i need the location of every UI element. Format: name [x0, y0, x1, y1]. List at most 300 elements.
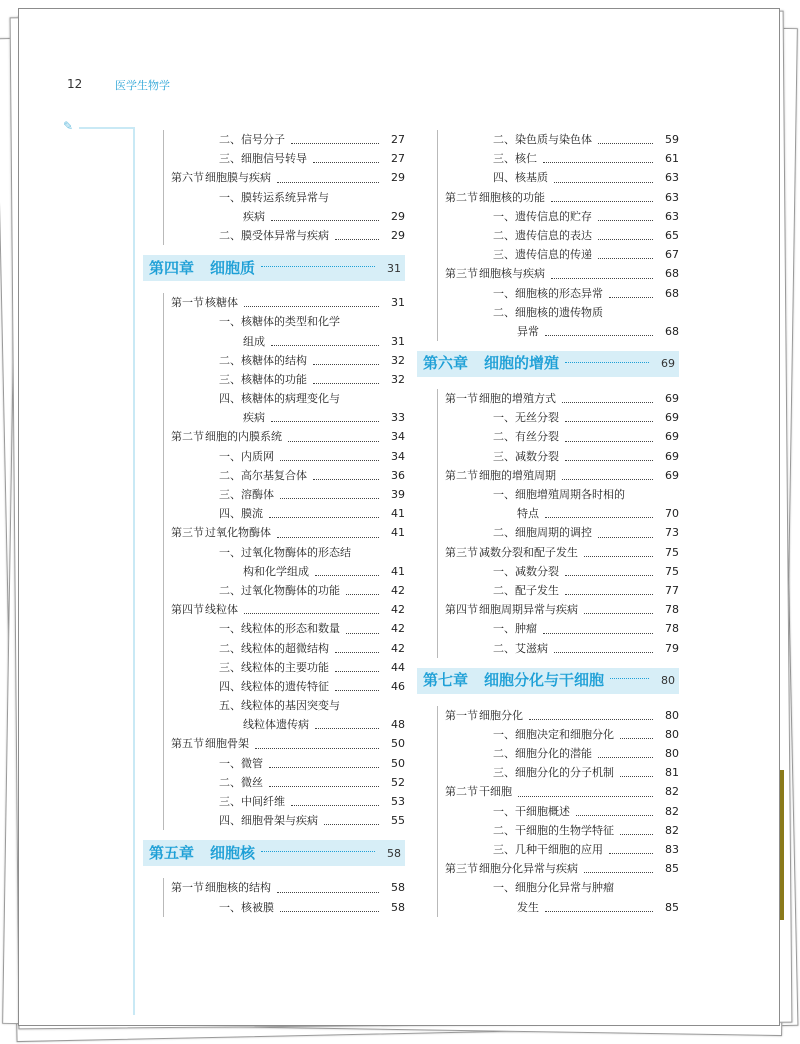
page-ref: 31	[391, 334, 405, 348]
entry-text-group	[493, 562, 679, 581]
toc-entry[interactable]	[143, 773, 405, 792]
entry-title: 二、线粒体的超微结构	[219, 641, 329, 655]
toc-entry[interactable]	[143, 370, 405, 389]
dot-leader	[335, 226, 379, 240]
entry-title: 四、线粒体的遗传特征	[219, 679, 329, 693]
page-ref: 81	[665, 766, 679, 780]
page-ref: 39	[391, 488, 405, 501]
dot-leader	[288, 427, 379, 441]
page-ref: 80	[665, 727, 679, 741]
toc-entry[interactable]	[417, 639, 679, 658]
section-indent-bar	[163, 878, 164, 917]
entry-text-group	[219, 792, 405, 811]
entry-text-group	[493, 427, 679, 446]
entry-text-group	[219, 773, 405, 792]
page-number: 12	[67, 77, 83, 91]
chapter-heading[interactable]	[417, 668, 679, 694]
page-ref: 32	[391, 372, 405, 386]
toc-entry[interactable]	[143, 792, 405, 811]
dot-leader	[261, 266, 375, 267]
toc-section-entry[interactable]	[143, 427, 405, 446]
entry-text-group	[205, 734, 405, 753]
entry-title: 三、线粒体的主要功能	[219, 660, 329, 674]
chapter-title: 细胞分化与干细胞	[484, 671, 605, 690]
entry-title: 细胞的内膜系统	[205, 430, 282, 444]
entry-text-group	[479, 543, 679, 562]
entry-text-group	[517, 898, 679, 917]
page-ref: 29	[391, 171, 405, 185]
entry-title: 细胞分化异常与疾病	[479, 862, 578, 876]
toc-entry[interactable]	[417, 523, 679, 542]
toc-entry[interactable]	[417, 427, 679, 446]
toc-page	[18, 8, 780, 1026]
section-number: 第三节	[171, 526, 204, 540]
entry-text-group	[493, 245, 679, 264]
page-ref: 29	[391, 209, 405, 223]
toc-section-entry[interactable]	[417, 264, 679, 283]
toc-entry[interactable]	[143, 447, 405, 466]
page-ref: 50	[391, 737, 405, 751]
toc-entry[interactable]	[417, 581, 679, 600]
toc-entry[interactable]	[143, 639, 405, 658]
toc-entry[interactable]	[143, 619, 405, 638]
entry-title: 线粒体	[205, 603, 238, 617]
page-ref: 42	[391, 641, 405, 655]
entry-text-group	[493, 130, 679, 149]
entry-title: 过氧化物酶体	[205, 526, 271, 540]
toc-right-column	[417, 130, 679, 917]
dot-leader	[545, 504, 653, 518]
dot-leader	[313, 466, 379, 480]
page-ref: 58	[387, 846, 401, 860]
entry-title: 细胞核与疾病	[479, 267, 545, 281]
section-indent-bar	[437, 389, 438, 658]
dot-leader	[620, 725, 653, 739]
dot-leader	[598, 523, 653, 537]
page-ref: 41	[391, 507, 405, 521]
dot-leader	[271, 408, 379, 422]
page-ref: 34	[391, 449, 405, 463]
toc-entry[interactable]	[417, 226, 679, 245]
dot-leader	[562, 466, 653, 480]
entry-text-group	[493, 207, 679, 226]
entry-title: 三、遗传信息的传递	[493, 248, 592, 262]
section-number: 第一节	[171, 296, 204, 310]
entry-text-group	[517, 504, 679, 523]
toc-entry[interactable]	[143, 696, 405, 715]
toc-entry[interactable]	[417, 485, 679, 504]
entry-text-group	[219, 639, 405, 658]
page-ref: 73	[665, 526, 679, 540]
entry-title: 三、核仁	[493, 152, 537, 166]
toc-entry[interactable]	[417, 408, 679, 427]
entry-title: 一、内质网	[219, 449, 274, 463]
dot-leader	[565, 562, 653, 576]
page-ref: 33	[391, 411, 405, 425]
page-ref: 80	[661, 674, 675, 688]
entry-text-group	[493, 639, 679, 658]
dot-leader	[620, 821, 653, 835]
toc-entry[interactable]	[417, 447, 679, 466]
entry-text-group	[205, 523, 405, 542]
entry-text-group	[479, 466, 679, 485]
toc-entry[interactable]	[417, 207, 679, 226]
page-ref: 82	[665, 785, 679, 799]
chapter-number: 第四章	[149, 258, 195, 277]
entry-title: 二、干细胞的生物学特征	[493, 823, 614, 837]
entry-text-group	[493, 840, 679, 859]
toc-entry[interactable]	[417, 898, 679, 917]
page-ref: 68	[665, 267, 679, 281]
entry-text-group	[219, 696, 405, 715]
entry-title: 组成	[243, 334, 265, 348]
page-ref: 50	[391, 756, 405, 770]
dot-leader	[598, 226, 653, 240]
entry-text-group	[479, 389, 679, 408]
dot-leader	[562, 389, 653, 403]
entry-title: 二、遗传信息的表达	[493, 228, 592, 242]
dot-leader	[277, 168, 379, 182]
section-number: 第六节	[171, 171, 204, 185]
entry-title: 四、核糖体的病理变化与	[219, 392, 340, 406]
dot-leader	[565, 408, 653, 422]
chapter-number: 第五章	[149, 843, 195, 862]
toc-entry[interactable]	[143, 408, 405, 427]
page-ref: 78	[665, 603, 679, 617]
dot-leader	[261, 851, 375, 852]
entry-title: 核糖体	[205, 296, 238, 310]
entry-title: 一、细胞决定和细胞分化	[493, 727, 614, 741]
toc-section-entry[interactable]	[417, 859, 679, 878]
toc-entry[interactable]	[143, 754, 405, 773]
entry-title: 二、艾滋病	[493, 641, 548, 655]
entry-title: 四、膜流	[219, 507, 263, 521]
toc-left-column	[143, 130, 405, 917]
toc-section-entry[interactable]	[143, 523, 405, 542]
toc-entry[interactable]	[417, 562, 679, 581]
dot-leader	[565, 362, 649, 363]
section-number: 第一节	[171, 881, 204, 895]
entry-title: 二、微丝	[219, 775, 263, 789]
chapter-heading[interactable]	[143, 255, 405, 281]
page-ref: 82	[665, 804, 679, 818]
entry-text-group	[219, 312, 405, 331]
section-number: 第一节	[445, 708, 478, 722]
dot-leader	[291, 792, 379, 806]
entry-text-group	[479, 188, 679, 207]
page-ref: 80	[665, 708, 679, 722]
entry-text-group	[219, 504, 405, 523]
page-ref: 53	[391, 795, 405, 808]
toc-section-entry[interactable]	[417, 782, 679, 801]
entry-title: 一、膜转运系统异常与	[219, 190, 329, 204]
dot-leader	[543, 149, 653, 163]
toc-entry[interactable]	[143, 389, 405, 408]
section-indent-bar	[437, 130, 438, 341]
page-ref: 69	[665, 449, 679, 463]
page-ref: 42	[391, 583, 405, 597]
section-number: 第二节	[445, 190, 478, 204]
page-ref: 85	[665, 900, 679, 914]
dot-leader	[244, 293, 379, 307]
entry-text-group	[219, 188, 405, 207]
entry-text-group	[493, 763, 679, 782]
entry-text-group	[219, 898, 405, 917]
entry-text-group	[493, 821, 679, 840]
page-ref: 63	[665, 209, 679, 223]
dot-leader	[598, 744, 653, 758]
toc-section-entry[interactable]	[417, 188, 679, 207]
entry-title: 细胞核的功能	[479, 190, 545, 204]
entry-title: 细胞的增殖周期	[479, 468, 556, 482]
dot-leader	[576, 802, 653, 816]
entry-text-group	[493, 619, 679, 638]
chapter-heading[interactable]	[417, 351, 679, 377]
toc-entry[interactable]	[417, 840, 679, 859]
dot-leader	[551, 188, 653, 202]
page-ref: 55	[391, 814, 405, 828]
dot-leader	[565, 581, 653, 595]
entry-text-group	[219, 389, 405, 408]
entry-text-group	[493, 725, 679, 744]
entry-title: 一、细胞核的形态异常	[493, 286, 603, 300]
entry-title: 三、细胞信号转导	[219, 152, 307, 166]
page-ref: 69	[665, 392, 679, 406]
chapter-title: 细胞的增殖	[484, 354, 560, 373]
page-ref: 69	[665, 468, 679, 482]
entry-text-group	[205, 600, 405, 619]
dot-leader	[565, 427, 653, 441]
entry-text-group	[205, 878, 405, 897]
page-ref: 69	[665, 411, 679, 425]
dot-leader	[545, 322, 653, 336]
toc-entry[interactable]	[417, 149, 679, 168]
section-number: 第三节	[445, 862, 478, 876]
toc-entry[interactable]	[417, 303, 679, 322]
toc-entry[interactable]	[143, 351, 405, 370]
entry-text-group	[493, 149, 679, 168]
entry-title: 二、核糖体的结构	[219, 353, 307, 367]
toc-entry[interactable]	[143, 149, 405, 168]
dot-leader	[584, 859, 653, 873]
toc-section-entry[interactable]	[417, 600, 679, 619]
entry-title: 一、线粒体的形态和数量	[219, 622, 340, 636]
toc-section-entry[interactable]	[143, 600, 405, 619]
chapter-title: 细胞核	[210, 843, 256, 862]
entry-text-group	[219, 677, 405, 696]
toc-entry[interactable]	[143, 130, 405, 149]
toc-section-entry[interactable]	[143, 878, 405, 897]
page-ref: 70	[665, 507, 679, 521]
entry-title: 减数分裂和配子发生	[479, 545, 578, 559]
dot-leader	[313, 370, 379, 384]
dot-leader	[584, 600, 653, 614]
page-ref: 77	[665, 583, 679, 597]
entry-title: 二、有丝分裂	[493, 430, 559, 444]
toc-entry[interactable]	[417, 130, 679, 149]
toc-entry[interactable]	[143, 332, 405, 351]
page-ref: 78	[665, 622, 679, 636]
page-ref: 80	[665, 747, 679, 761]
dot-leader	[610, 678, 649, 679]
toc-entry[interactable]	[143, 677, 405, 696]
toc-section-entry[interactable]	[417, 543, 679, 562]
entry-text-group	[493, 284, 679, 303]
entry-text-group	[493, 802, 679, 821]
page-ref: 63	[665, 190, 679, 204]
toc-entry[interactable]	[143, 188, 405, 207]
entry-title: 干细胞	[479, 785, 512, 799]
entry-title: 三、细胞分化的分子机制	[493, 766, 614, 780]
toc-entry[interactable]	[143, 811, 405, 830]
entry-text-group	[219, 543, 405, 562]
page-ref: 41	[391, 526, 405, 540]
entry-text-group	[517, 322, 679, 341]
entry-text-group	[219, 811, 405, 830]
toc-entry[interactable]	[417, 763, 679, 782]
entry-title: 二、过氧化物酶体的功能	[219, 583, 340, 597]
page-ref: 42	[391, 603, 405, 617]
dot-leader	[598, 245, 653, 259]
entry-title: 三、溶酶体	[219, 488, 274, 501]
section-number: 第三节	[445, 545, 478, 559]
section-indent-bar	[437, 706, 438, 917]
toc-entry[interactable]	[417, 725, 679, 744]
dot-leader	[335, 658, 379, 672]
toc-section-entry[interactable]	[143, 168, 405, 187]
page-ref: 58	[391, 881, 405, 895]
dot-leader	[313, 351, 379, 365]
entry-text-group	[479, 706, 679, 725]
dot-leader	[269, 754, 379, 768]
dot-leader	[609, 284, 653, 298]
toc-entry[interactable]	[143, 485, 405, 504]
entry-title: 一、减数分裂	[493, 564, 559, 578]
entry-title: 一、无丝分裂	[493, 411, 559, 425]
entry-text-group	[219, 581, 405, 600]
toc-entry[interactable]	[417, 619, 679, 638]
toc-entry[interactable]	[143, 466, 405, 485]
toc-entry[interactable]	[417, 245, 679, 264]
toc-entry[interactable]	[417, 802, 679, 821]
page-ref: 68	[665, 324, 679, 338]
entry-title: 构和化学组成	[243, 564, 309, 578]
toc-entry[interactable]	[143, 715, 405, 734]
toc-entry[interactable]	[417, 322, 679, 341]
entry-text-group	[493, 744, 679, 763]
toc-entry[interactable]	[143, 543, 405, 562]
toc-entry[interactable]	[417, 284, 679, 303]
entry-title: 一、干细胞概述	[493, 804, 570, 818]
dot-leader	[255, 734, 379, 748]
dot-leader	[277, 878, 379, 892]
toc-section-entry[interactable]	[417, 466, 679, 485]
entry-text-group	[219, 351, 405, 370]
dot-leader	[551, 264, 653, 278]
entry-title: 五、线粒体的基因突变与	[219, 699, 340, 713]
toc-entry[interactable]	[417, 504, 679, 523]
entry-title: 特点	[517, 507, 539, 521]
dot-leader	[335, 639, 379, 653]
entry-title: 一、遗传信息的贮存	[493, 209, 592, 223]
section-number: 第四节	[445, 603, 478, 617]
entry-title: 细胞的增殖方式	[479, 392, 556, 406]
toc-entry[interactable]	[143, 562, 405, 581]
page-ref: 69	[661, 357, 675, 371]
page-ref: 52	[391, 775, 405, 789]
entry-text-group	[243, 562, 405, 581]
page-ref: 41	[391, 564, 405, 578]
entry-title: 细胞膜与疾病	[205, 171, 271, 185]
page-ref: 58	[391, 900, 405, 914]
toc-entry[interactable]	[417, 878, 679, 897]
dot-leader	[280, 485, 379, 499]
page-ref: 63	[665, 171, 679, 185]
toc-entry[interactable]	[143, 207, 405, 226]
toc-entry[interactable]	[417, 821, 679, 840]
dot-leader	[518, 782, 653, 796]
toc-entry[interactable]	[143, 898, 405, 917]
entry-text-group	[493, 581, 679, 600]
toc-entry[interactable]	[417, 744, 679, 763]
toc-entry[interactable]	[143, 504, 405, 523]
page-ref: 36	[391, 468, 405, 482]
toc-section-entry[interactable]	[417, 706, 679, 725]
dot-leader	[584, 543, 653, 557]
chapter-heading[interactable]	[143, 840, 405, 866]
margin-guide-line	[79, 127, 135, 129]
toc-section-entry[interactable]	[143, 734, 405, 753]
toc-entry[interactable]	[417, 168, 679, 187]
page-ref: 46	[391, 679, 405, 693]
toc-section-entry[interactable]	[143, 293, 405, 312]
entry-title: 发生	[517, 900, 539, 914]
entry-text-group	[479, 782, 679, 801]
section-number: 第一节	[445, 392, 478, 406]
margin-guide-line	[133, 127, 135, 1015]
toc-section-entry[interactable]	[417, 389, 679, 408]
page-ref: 83	[665, 843, 679, 856]
entry-title: 线粒体遗传病	[243, 718, 309, 732]
entry-title: 二、高尔基复合体	[219, 468, 307, 482]
page-ref: 79	[665, 641, 679, 655]
entry-text-group	[479, 859, 679, 878]
entry-title: 一、细胞分化异常与肿瘤	[493, 881, 614, 895]
entry-title: 一、过氧化物酶体的形态结	[219, 545, 351, 559]
page-ref: 34	[391, 430, 405, 444]
toc-entry[interactable]	[143, 581, 405, 600]
book-title: 医学生物学	[115, 79, 170, 92]
entry-text-group	[493, 168, 679, 187]
entry-text-group	[493, 447, 679, 466]
entry-title: 四、细胞骨架与疾病	[219, 814, 318, 828]
entry-text-group	[493, 878, 679, 897]
dot-leader	[346, 619, 379, 633]
page-ref: 85	[665, 862, 679, 876]
dot-leader	[529, 706, 653, 720]
entry-title: 二、细胞核的遗传物质	[493, 305, 603, 319]
entry-title: 三、中间纤维	[219, 795, 285, 808]
toc-entry[interactable]	[143, 658, 405, 677]
toc-entry[interactable]	[143, 226, 405, 245]
section-number: 第二节	[445, 468, 478, 482]
toc-entry[interactable]	[143, 312, 405, 331]
dot-leader	[598, 130, 653, 144]
page-ref: 32	[391, 353, 405, 367]
chapter-number: 第七章	[423, 671, 469, 690]
dot-leader	[346, 581, 379, 595]
pen-icon: ✎	[63, 119, 74, 133]
